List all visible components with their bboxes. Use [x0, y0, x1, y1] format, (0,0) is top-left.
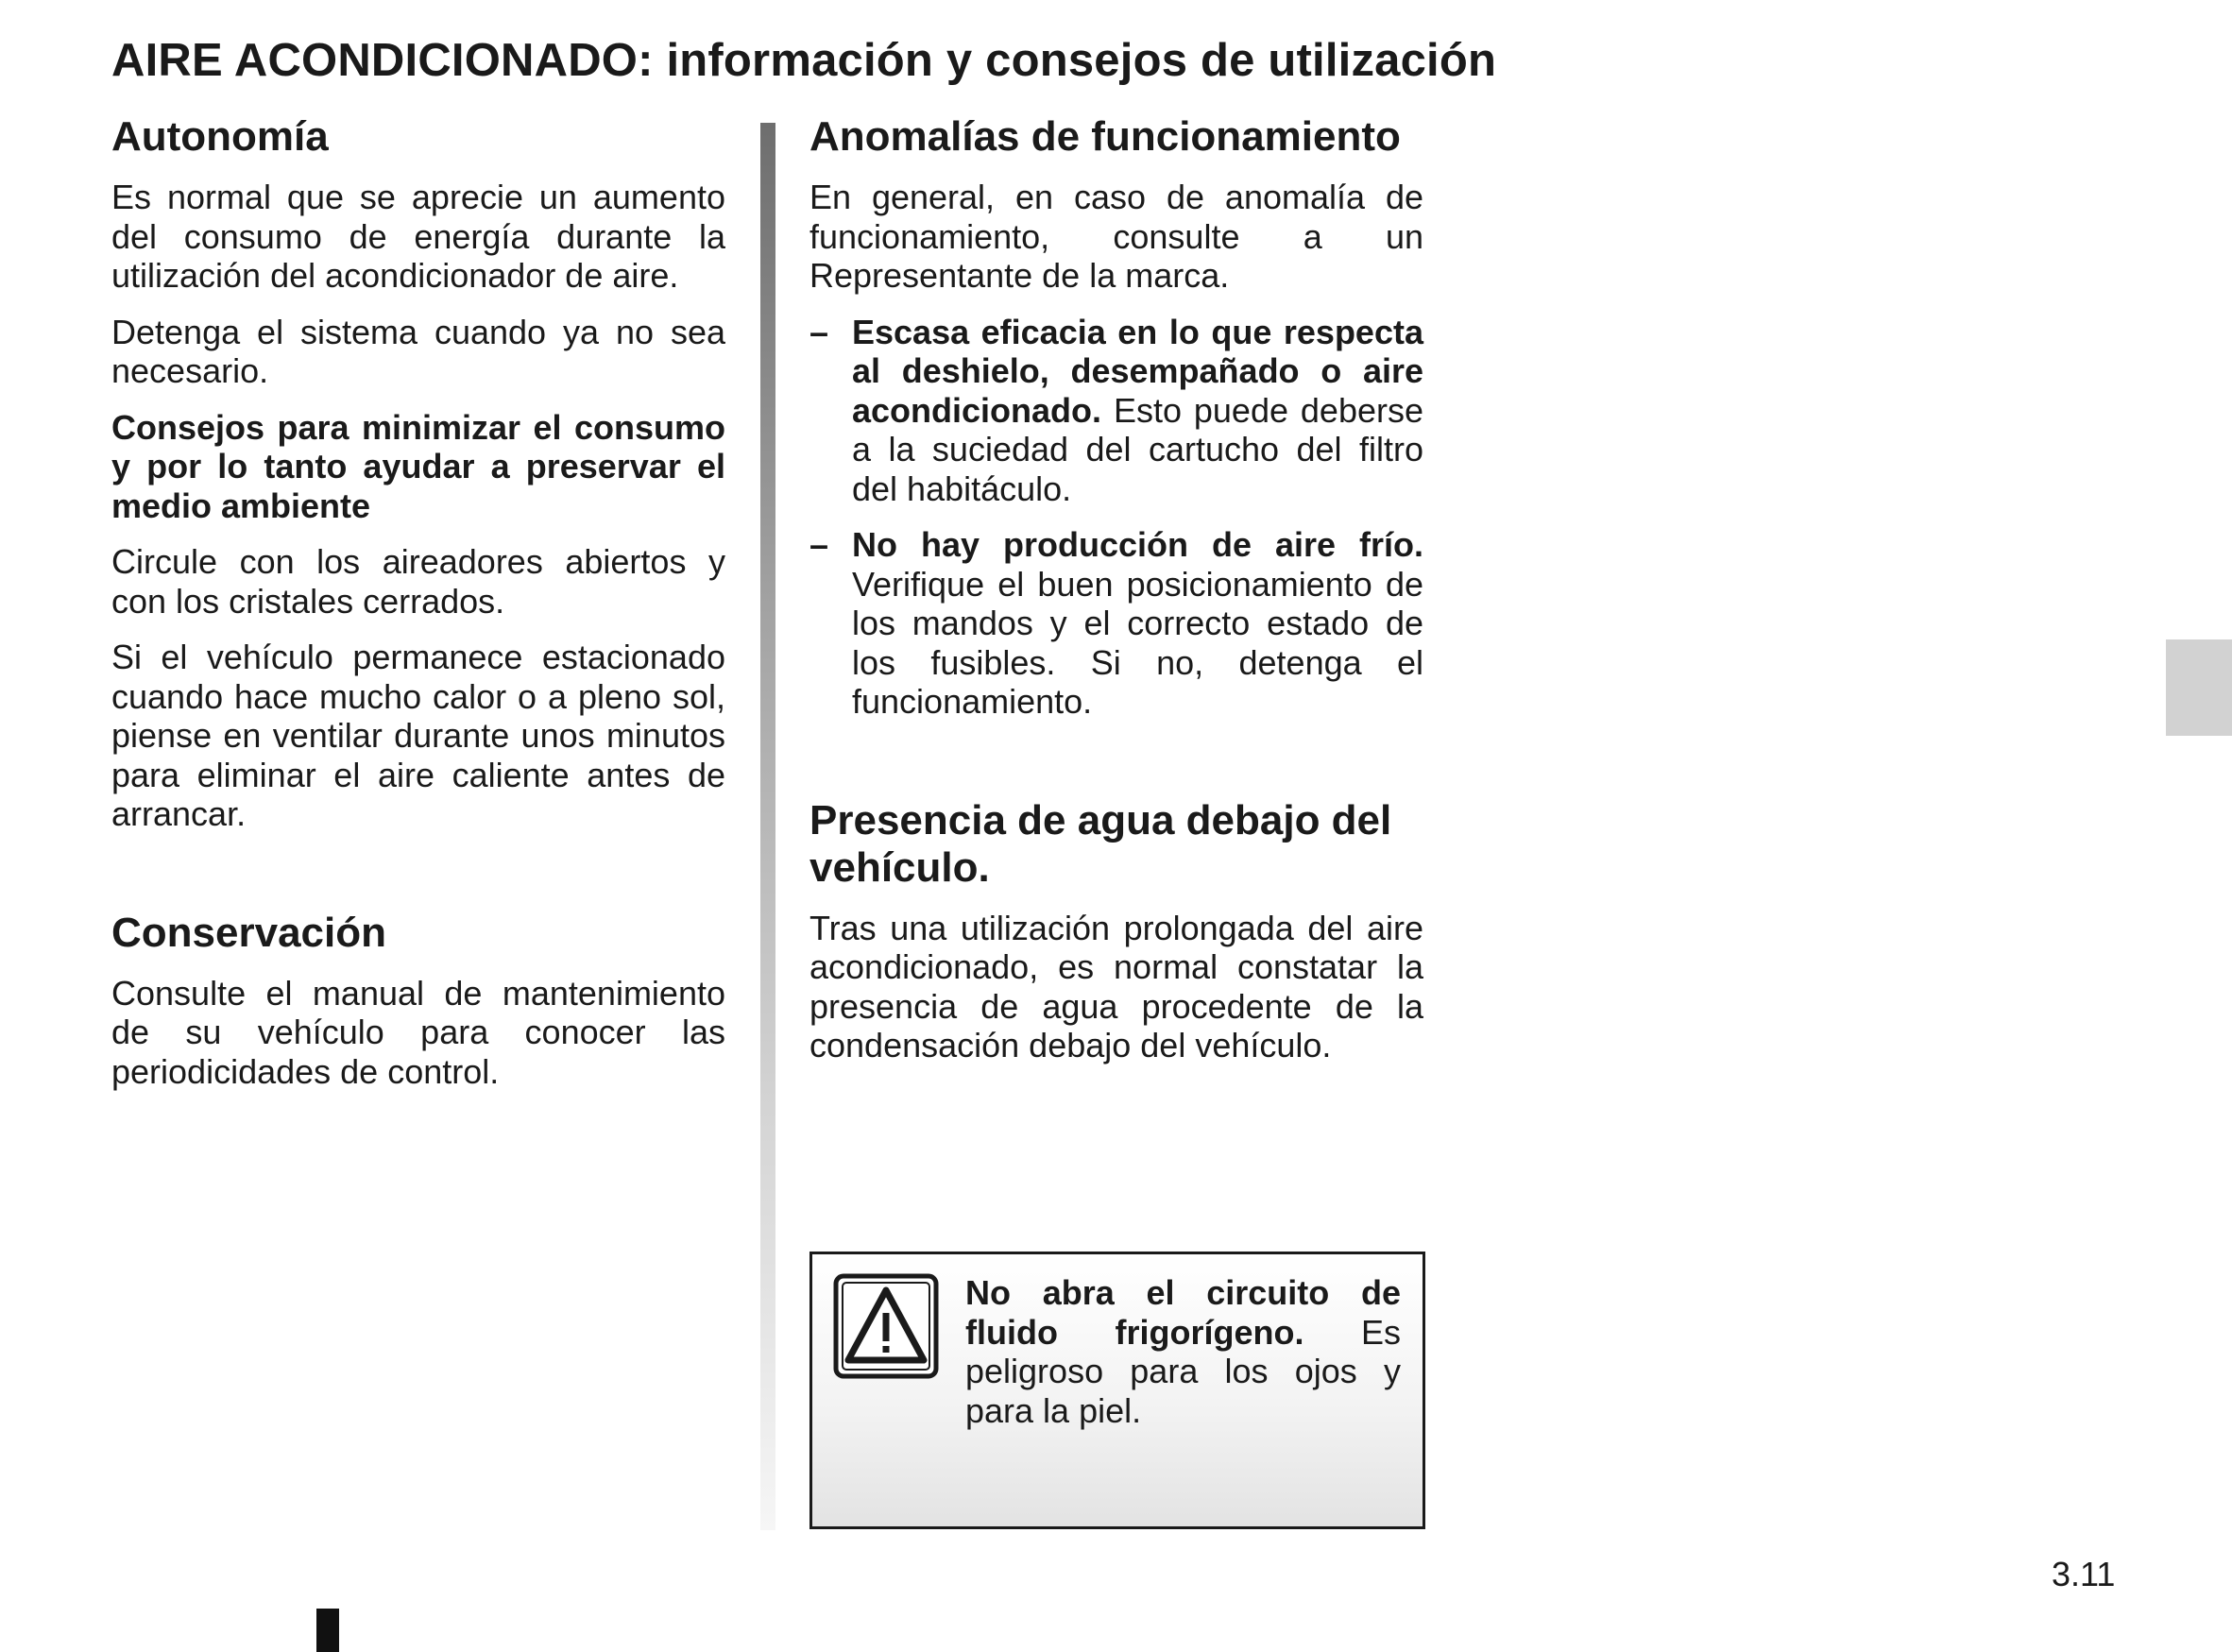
list-item-text: Esto puede deberse a la suciedad del cartucho del filtro del habitáculo. — [852, 390, 1423, 508]
autonomia-paragraph-2: Detenga el sistema cuando ya no sea necesario. — [111, 312, 725, 390]
section-heading-autonomia: Autonomía — [111, 113, 329, 160]
autonomia-paragraph-3: Circule con los aireadores abiertos y con los cristales cerrados. — [111, 542, 725, 621]
list-item-text: Verifique el buen posicionamiento de los mandos y el correcto estado de los fusibles. Si no, detenga el funcionamiento. — [852, 564, 1423, 721]
dash-bullet: – — [809, 525, 829, 564]
autonomia-paragraph-4: Si el vehículo permanece estacionado cuando hace mucho calor o a pleno sol, piense en ventilar durante unos minutos para eliminar el aire caliente antes de arrancar. — [111, 638, 725, 833]
warning-box — [809, 1252, 1425, 1529]
list-item-bold: Escasa eficacia en lo que respecta al deshielo, desempañado o aire acondicionado. — [852, 312, 1423, 430]
warning-text — [965, 1273, 1401, 1430]
side-thumb-tab — [2166, 639, 2232, 736]
anomalias-intro: En general, en caso de anomalía de funcionamiento, consulte a un Representante de la marca. — [809, 178, 1423, 295]
middle-column — [809, 113, 1423, 1082]
list-item-bold: No hay producción de aire frío. — [852, 525, 1423, 564]
conservacion-paragraph: Consulte el manual de mantenimiento de su vehículo para conocer las periodicidades de control. — [111, 973, 725, 1091]
page-title: AIRE ACONDICIONADO: información y consejos de utilización — [111, 35, 1497, 86]
left-column — [111, 113, 725, 1108]
consejos-subheading: Consejos para minimizar el consumo y por lo tanto ayudar a preservar el medio ambiente — [111, 407, 725, 525]
section-heading-anomalias: Anomalías de funcionamiento — [809, 113, 1401, 160]
dash-bullet: – — [809, 312, 829, 351]
section-heading-conservacion: Conservación — [111, 909, 386, 956]
warning-plain-text: Es peligroso para los ojos y para la piel. — [965, 1312, 1401, 1430]
column-separator-bar — [760, 123, 775, 1530]
warning-bold-text: No abra el circuito de fluido frigorígeno. — [965, 1273, 1401, 1352]
crop-mark — [316, 1609, 339, 1652]
list-item — [809, 525, 1423, 722]
agua-paragraph: Tras una utilización prolongada del aire acondicionado, es normal constatar la presencia de agua procedente de la condensación debajo del vehículo. — [809, 908, 1423, 1064]
warning-triangle-icon — [833, 1273, 939, 1379]
page-number: 3.11 — [2052, 1555, 2116, 1593]
section-heading-agua: Presencia de agua debajo del vehículo. — [809, 796, 1392, 891]
list-item — [809, 313, 1423, 509]
autonomia-paragraph-1: Es normal que se aprecie un aumento del consumo de energía durante la utilización del acondicionador de aire. — [111, 178, 725, 295]
